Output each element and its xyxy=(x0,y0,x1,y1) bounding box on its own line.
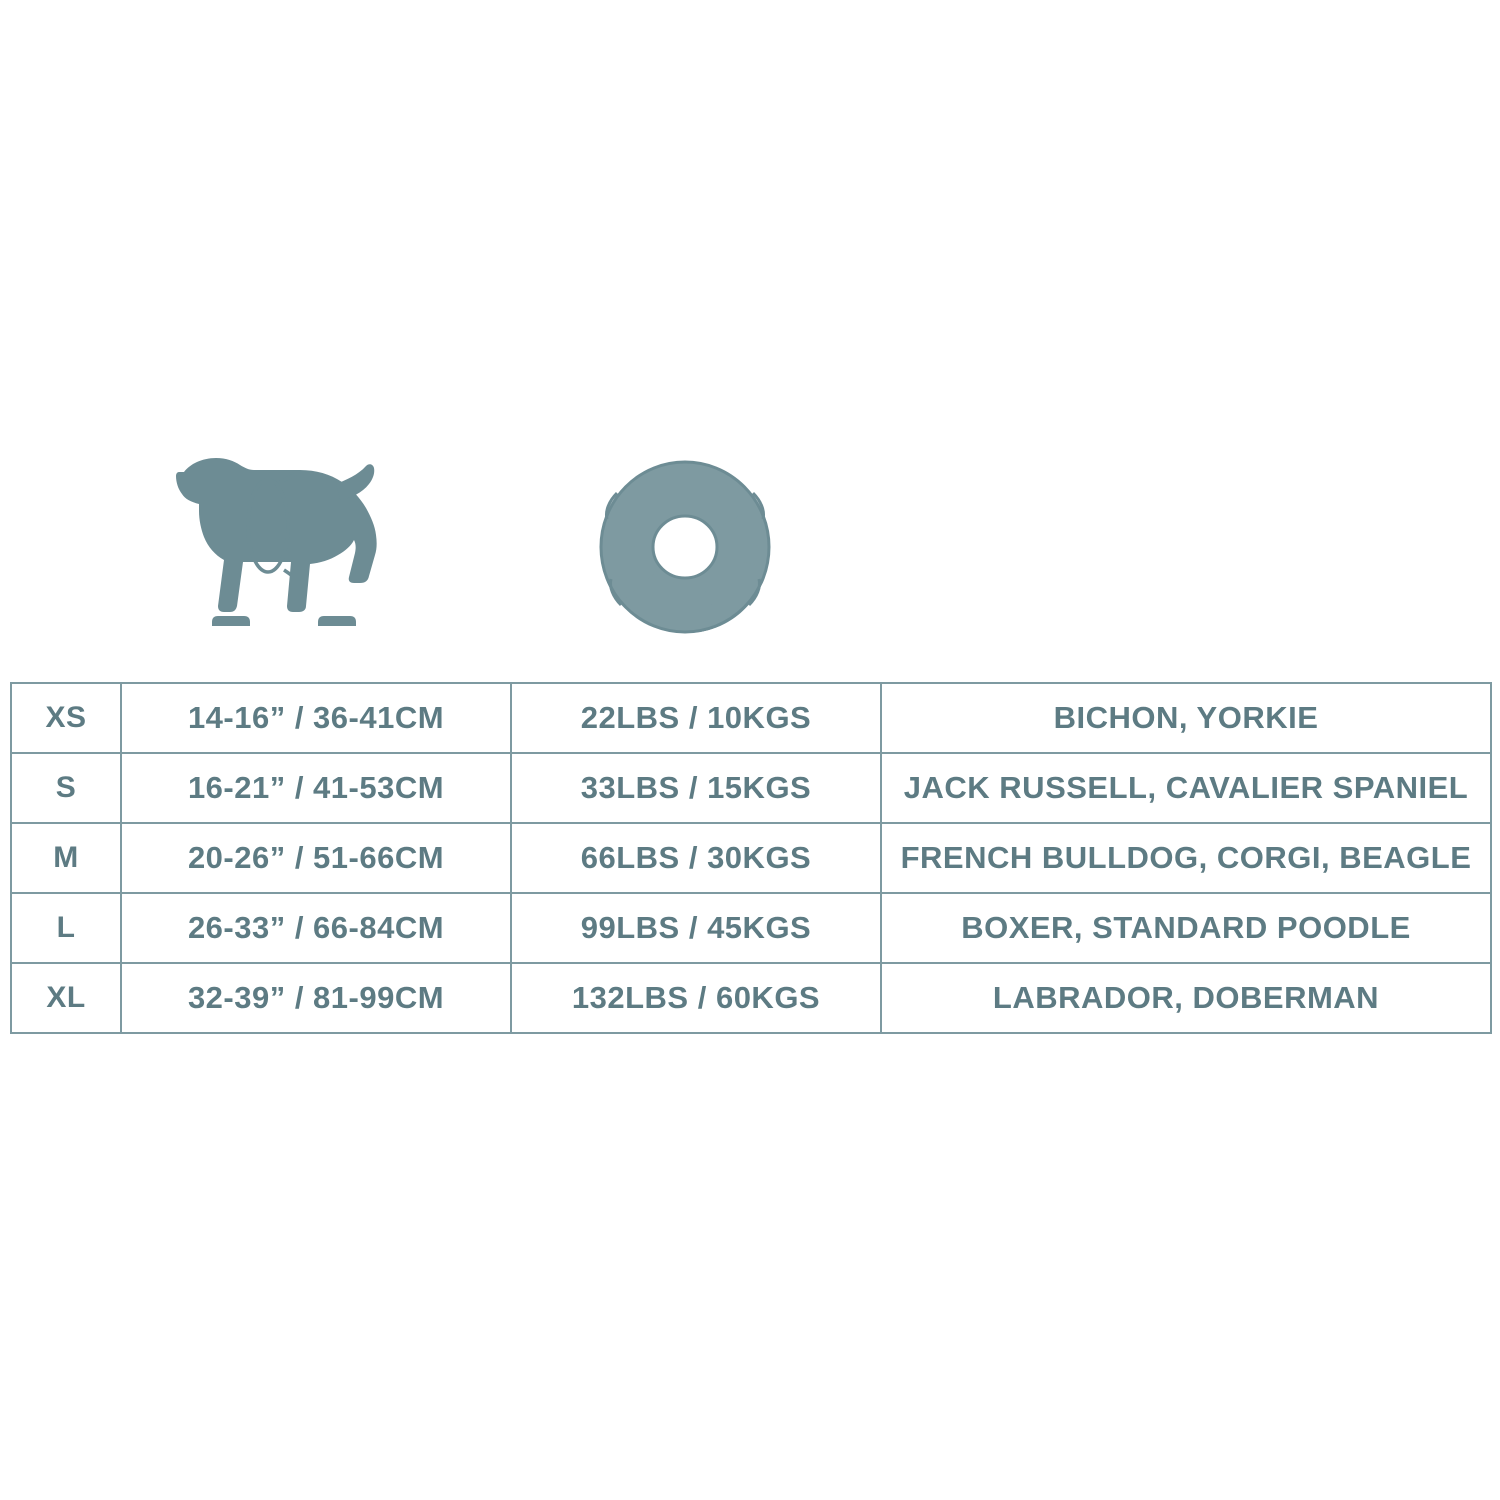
table-row xyxy=(11,963,1491,1033)
cell-size: XS xyxy=(11,683,121,753)
table-row xyxy=(11,893,1491,963)
cell-breeds: LABRADOR, DOBERMAN xyxy=(881,963,1491,1033)
dog-with-measuring-tape-icon xyxy=(160,430,420,650)
cell-breeds: BICHON, YORKIE xyxy=(881,683,1491,753)
cell-breeds: BOXER, STANDARD POODLE xyxy=(881,893,1491,963)
cell-neck: 26-33” / 66-84CM xyxy=(121,893,511,963)
cell-neck: 20-26” / 51-66CM xyxy=(121,823,511,893)
cell-size: XL xyxy=(11,963,121,1033)
cell-size: S xyxy=(11,753,121,823)
cell-weight: 33LBS / 15KGS xyxy=(511,753,881,823)
cell-breeds: FRENCH BULLDOG, CORGI, BEAGLE xyxy=(881,823,1491,893)
cell-weight: 22LBS / 10KGS xyxy=(511,683,881,753)
table-row xyxy=(11,823,1491,893)
cell-weight: 132LBS / 60KGS xyxy=(511,963,881,1033)
table-row xyxy=(11,683,1491,753)
table-row xyxy=(11,753,1491,823)
cell-neck: 16-21” / 41-53CM xyxy=(121,753,511,823)
size-chart-table xyxy=(10,682,1492,1034)
table-body xyxy=(11,683,1491,1033)
cell-size: L xyxy=(11,893,121,963)
life-ring-icon xyxy=(585,455,785,645)
cell-size: M xyxy=(11,823,121,893)
cell-neck: 14-16” / 36-41CM xyxy=(121,683,511,753)
cell-breeds: JACK RUSSELL, CAVALIER SPANIEL xyxy=(881,753,1491,823)
cell-neck: 32-39” / 81-99CM xyxy=(121,963,511,1033)
cell-weight: 66LBS / 30KGS xyxy=(511,823,881,893)
cell-weight: 99LBS / 45KGS xyxy=(511,893,881,963)
